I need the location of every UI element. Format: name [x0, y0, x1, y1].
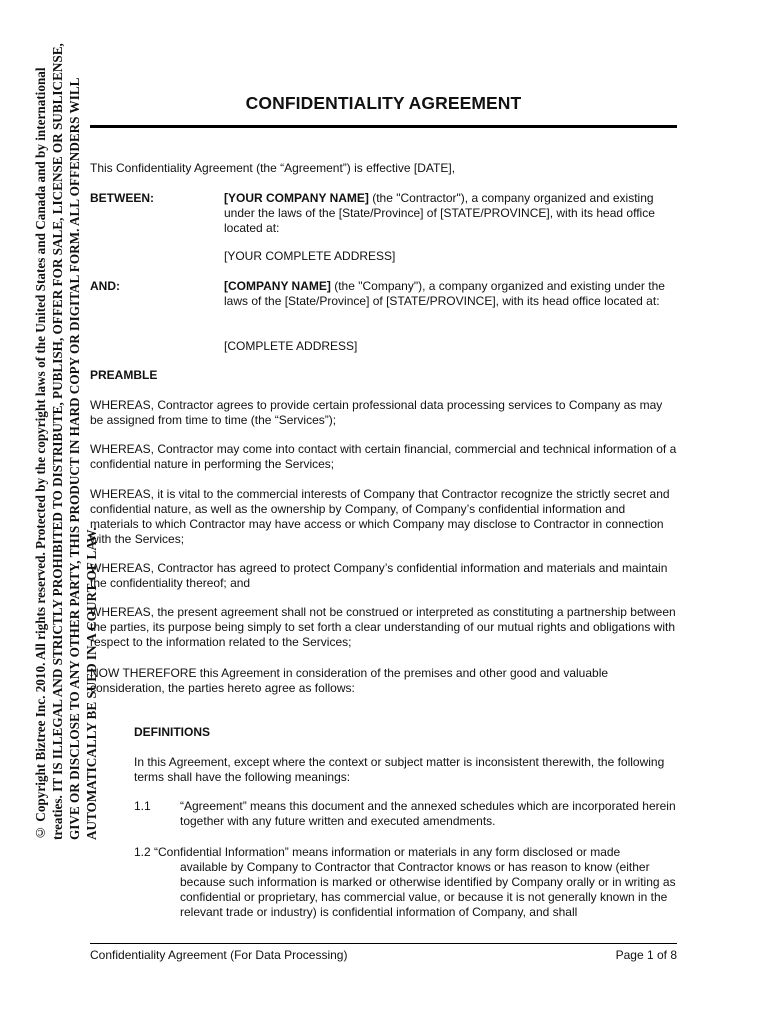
page-number: Page 1 of 8 — [615, 948, 677, 962]
and-party-text — [224, 279, 677, 309]
and-label: AND: — [90, 279, 120, 293]
company-description: (the "Company"), a company organized and existing under the laws of the [State/Province] of [STATE/PROVINCE], with its head office located at: — [224, 279, 665, 308]
contractor-address: [YOUR COMPLETE ADDRESS] — [224, 249, 396, 263]
intro-text: This Confidentiality Agreement (the “Agreement”) is effective [DATE], — [90, 161, 456, 175]
between-label: BETWEEN: — [90, 191, 154, 205]
contractor-description: (the "Contractor"), a company organized and existing under the laws of the [State/Province] of [STATE/PROVINCE], with its head office located at: — [224, 191, 655, 235]
preamble-heading: PREAMBLE — [90, 368, 158, 382]
footer-rule — [90, 943, 677, 944]
preamble-paragraph: WHEREAS, Contractor agrees to provide certain professional data processing services to Company as may be assigned from time to time (the “Services”); — [90, 398, 663, 427]
preamble-paragraph: WHEREAS, Contractor may come into contact with certain financial, commercial and technical information of a confidential nature in performing the Services; — [90, 442, 677, 471]
page-title: CONFIDENTIALITY AGREEMENT — [245, 93, 522, 113]
company-address: [COMPLETE ADDRESS] — [224, 339, 358, 353]
footer-title: Confidentiality Agreement (For Data Processing) — [90, 948, 348, 962]
definitions-heading: DEFINITIONS — [134, 725, 211, 739]
copyright-notice: © Copyright Biztree Inc. 2010. All rights reserved. Protected by the copyright laws of the United States and Canada and by international treaties. IT IS ILLEGAL AND STRICTLY PROHIBITED TO DISTRIBUTE, PUBLISH, OFFER FOR SALE, LICENSE OR SUBLICENSE, GIVE OR DISCLOSE TO ANY OTHER PARTY, THIS PRODUCT IN HARD COPY OR DIGITAL FORM. ALL OFFENDERS WILL AUTOMATICALLY BE SUED IN A COURT OF LAW. — [33, 43, 99, 840]
clause-text: “Agreement” means this document and the annexed schedules which are incorporated herein together with any future written and executed amendments. — [180, 799, 676, 828]
preamble-paragraph: WHEREAS, it is vital to the commercial interests of Company that Contractor recognize the strictly secret and confidential nature, as well as the ownership by Company, of Company’s confidential information and materials to which Contractor may have access or which Company may disclose to Contractor in connection with the Services; — [90, 487, 670, 546]
clause-number: 1.1 — [134, 799, 151, 813]
preamble-paragraph: WHEREAS, Contractor has agreed to protect Company’s confidential information and materials and maintain the confidentiality thereof; and — [90, 561, 668, 590]
clause-text-continued: available by Company to Contractor that Contractor knows or has reason to know (either because such information is marked or otherwise identified by Company orally or in writing as confidential or proprietary, has commercial value, or because it is not generally known in the relevant trade or industry) is confidential information of Company, and shall — [180, 860, 676, 919]
clause-text: 1.2 “Confidential Information” means information or materials in any form disclosed or made — [134, 845, 621, 859]
definitions-intro: In this Agreement, except where the context or subject matter is inconsistent therewith, the following terms shall have the following meanings: — [134, 755, 665, 784]
company-name: [COMPANY NAME] — [224, 279, 331, 293]
between-party-text — [224, 191, 677, 236]
contractor-name: [YOUR COMPANY NAME] — [224, 191, 369, 205]
preamble-paragraph: NOW THEREFORE this Agreement in consideration of the premises and other good and valuable consideration, the parties hereto agree as follows: — [90, 666, 609, 695]
title-rule — [90, 125, 677, 128]
preamble-paragraph: WHEREAS, the present agreement shall not be construed or interpreted as constituting a partnership between the parties, its purpose being simply to set forth a clear understanding of our mutual rights and obligations with respect to the information related to the Services; — [90, 605, 676, 649]
